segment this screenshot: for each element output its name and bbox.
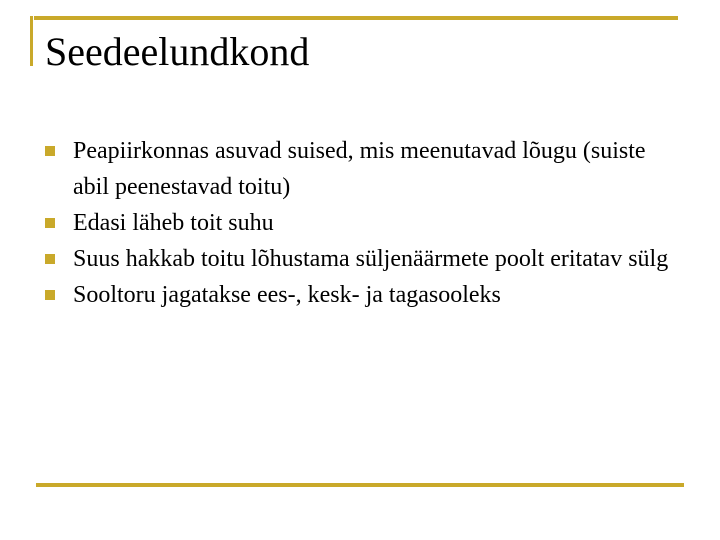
square-bullet-icon — [45, 218, 55, 228]
bullet-text: Sooltoru jagatakse ees-, kesk- ja tagasooleks — [73, 282, 501, 308]
bullet-item — [45, 133, 685, 205]
title-left-rule — [30, 16, 33, 66]
square-bullet-icon — [45, 146, 55, 156]
bullet-item — [45, 277, 685, 313]
bullet-list — [45, 133, 685, 313]
bullet-text: Suus hakkab toitu lõhustama süljenäärmete poolt eritatav sülg — [73, 246, 669, 272]
title-top-rule — [34, 16, 678, 20]
bullet-item — [45, 205, 685, 241]
slide-title: Seedeelundkond — [45, 29, 310, 74]
square-bullet-icon — [45, 290, 55, 300]
footer-rule — [36, 483, 684, 487]
bullet-text: Peapiirkonnas asuvad suised, mis meenutavad lõugu (suiste abil peenestavad toitu) — [73, 138, 646, 200]
square-bullet-icon — [45, 254, 55, 264]
bullet-item — [45, 241, 685, 277]
bullet-text: Edasi läheb toit suhu — [73, 210, 274, 236]
